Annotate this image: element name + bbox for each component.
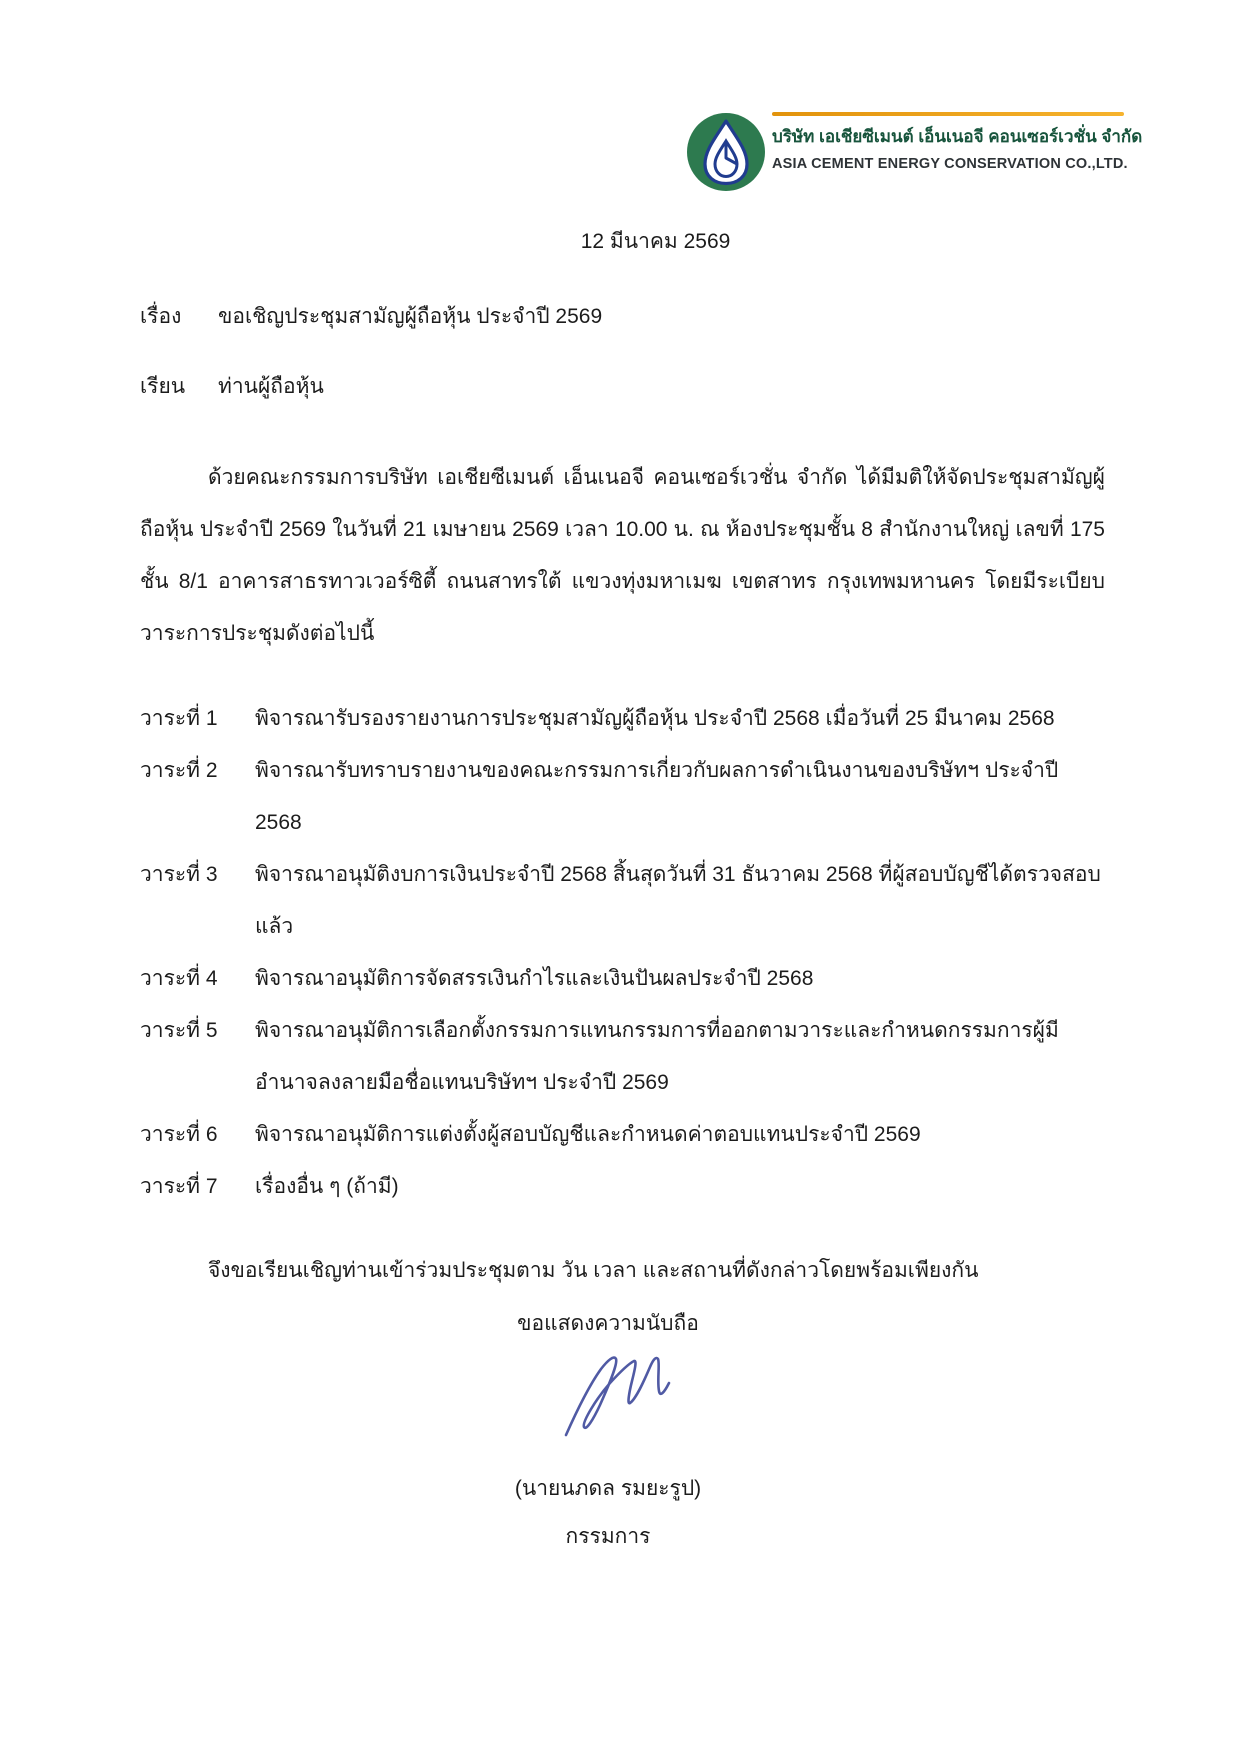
letter-body: [140, 228, 1105, 1552]
letterhead-accent-rule: [772, 112, 1124, 116]
agenda-item-text: พิจารณาอนุมัติการแต่งตั้งผู้สอบบัญชีและกำหนดค่าตอบแทนประจำปี 2569: [255, 1123, 921, 1146]
agenda-item-text: พิจารณาอนุมัติการจัดสรรเงินกำไรและเงินปันผลประจำปี 2568: [255, 967, 814, 990]
recipient-row: [140, 372, 1105, 402]
signature-block: [438, 1309, 778, 1552]
agenda-item-6: [140, 1109, 1105, 1161]
signer-title: กรรมการ: [565, 1525, 651, 1548]
letterhead-text: [772, 112, 1152, 172]
salutation: ขอแสดงความนับถือ: [517, 1312, 699, 1335]
company-logo-icon: [686, 112, 766, 192]
agenda-item-label: วาระที่ 2: [140, 759, 218, 782]
agenda-item-4: [140, 953, 1105, 1005]
intro-paragraph: ด้วยคณะกรรมการบริษัท เอเชียซีเมนต์ เอ็นเนอจี คอนเซอร์เวชั่น จำกัด ได้มีมติให้จัดประชุมสามัญ​ผู้ถือหุ้น ประจำปี 2569 ในวันที่ 21 เมษายน 2569 เวลา 10.00 น. ณ ห้องประชุมชั้น 8 สำนักงานใหญ่ เลขที่ 175 ชั้น 8/1 อาคารสาธรทาวเวอร์ซิตี้ ถนนสาทรใต้ แขวงทุ่งมหาเมฆ เขตสาทร กรุงเทพมหานคร โดยมีระเบียบ​วาระการประชุมดังต่อไปนี้: [140, 466, 1105, 645]
agenda-item-text: เรื่องอื่น ๆ (ถ้ามี): [255, 1175, 399, 1198]
recipient-text: ท่านผู้ถือหุ้น: [218, 375, 324, 398]
agenda-item-text: พิจารณาอนุมัติการเลือกตั้งกรรมการแทนกรรมการที่ออกตามวาระและกำหนด​กรรมการผู้มีอำนาจ​ลงลายมือชื่อ​แทนบริษัทฯ ประจำปี 2569: [255, 1019, 1059, 1094]
agenda-item-text: พิจารณารับทราบรายงานของคณะกรรมการ​เกี่ยวกับผลการดำเนินงานของบริษัทฯ ประจำปี 2568: [255, 759, 1059, 834]
agenda-item-label: วาระที่ 4: [140, 967, 218, 990]
letter-date: 12 มีนาคม 2569: [580, 230, 731, 253]
agenda-item-text: พิจารณารับรองรายงานการประชุมสามัญผู้ถือหุ้น ประจำปี 2568 เมื่อวันที่ 25 มีนาคม 2568: [255, 707, 1055, 730]
agenda-item-5: [140, 1005, 1105, 1109]
company-name-thai: บริษัท เอเชียซีเมนต์ เอ็นเนอจี คอนเซอร์เวชั่น จำกัด: [772, 127, 1143, 146]
company-name-english: ASIA CEMENT ENERGY CONSERVATION CO.,LTD.: [772, 156, 1128, 172]
agenda-item-3: [140, 849, 1105, 953]
agenda-item-label: วาระที่ 6: [140, 1123, 218, 1146]
closing-paragraph: จึงขอเรียนเชิญท่านเข้าร่วมประชุมตาม วัน เวลา และสถานที่ดังกล่าวโดยพร้อมเพียงกัน: [208, 1259, 979, 1282]
agenda-item-label: วาระที่ 5: [140, 1019, 218, 1042]
agenda-item-7: [140, 1161, 1105, 1213]
recipient-label: เรียน: [140, 375, 186, 398]
agenda-item-text: พิจารณาอนุมัติงบการเงินประจำปี 2568 สิ้นสุดวันที่ 31 ธันวาคม 2568 ที่ผู้สอบบัญชีได้​ตรวจสอบแล้ว: [255, 863, 1101, 938]
agenda-item-1: [140, 693, 1105, 745]
agenda-list: [140, 693, 1105, 1213]
agenda-item-label: วาระที่ 3: [140, 863, 218, 886]
handwritten-signature: [438, 1347, 778, 1452]
subject-label: เรื่อง: [140, 305, 182, 328]
subject-row: [140, 302, 1105, 332]
agenda-item-2: [140, 745, 1105, 849]
agenda-item-label: วาระที่ 7: [140, 1175, 218, 1198]
agenda-item-label: วาระที่ 1: [140, 707, 218, 730]
subject-text: ขอเชิญประชุมสามัญผู้ถือหุ้น ประจำปี 2569: [218, 305, 603, 328]
letterhead: [0, 0, 1240, 210]
signer-name: (นายนภดล รมยะรูป): [514, 1477, 702, 1500]
